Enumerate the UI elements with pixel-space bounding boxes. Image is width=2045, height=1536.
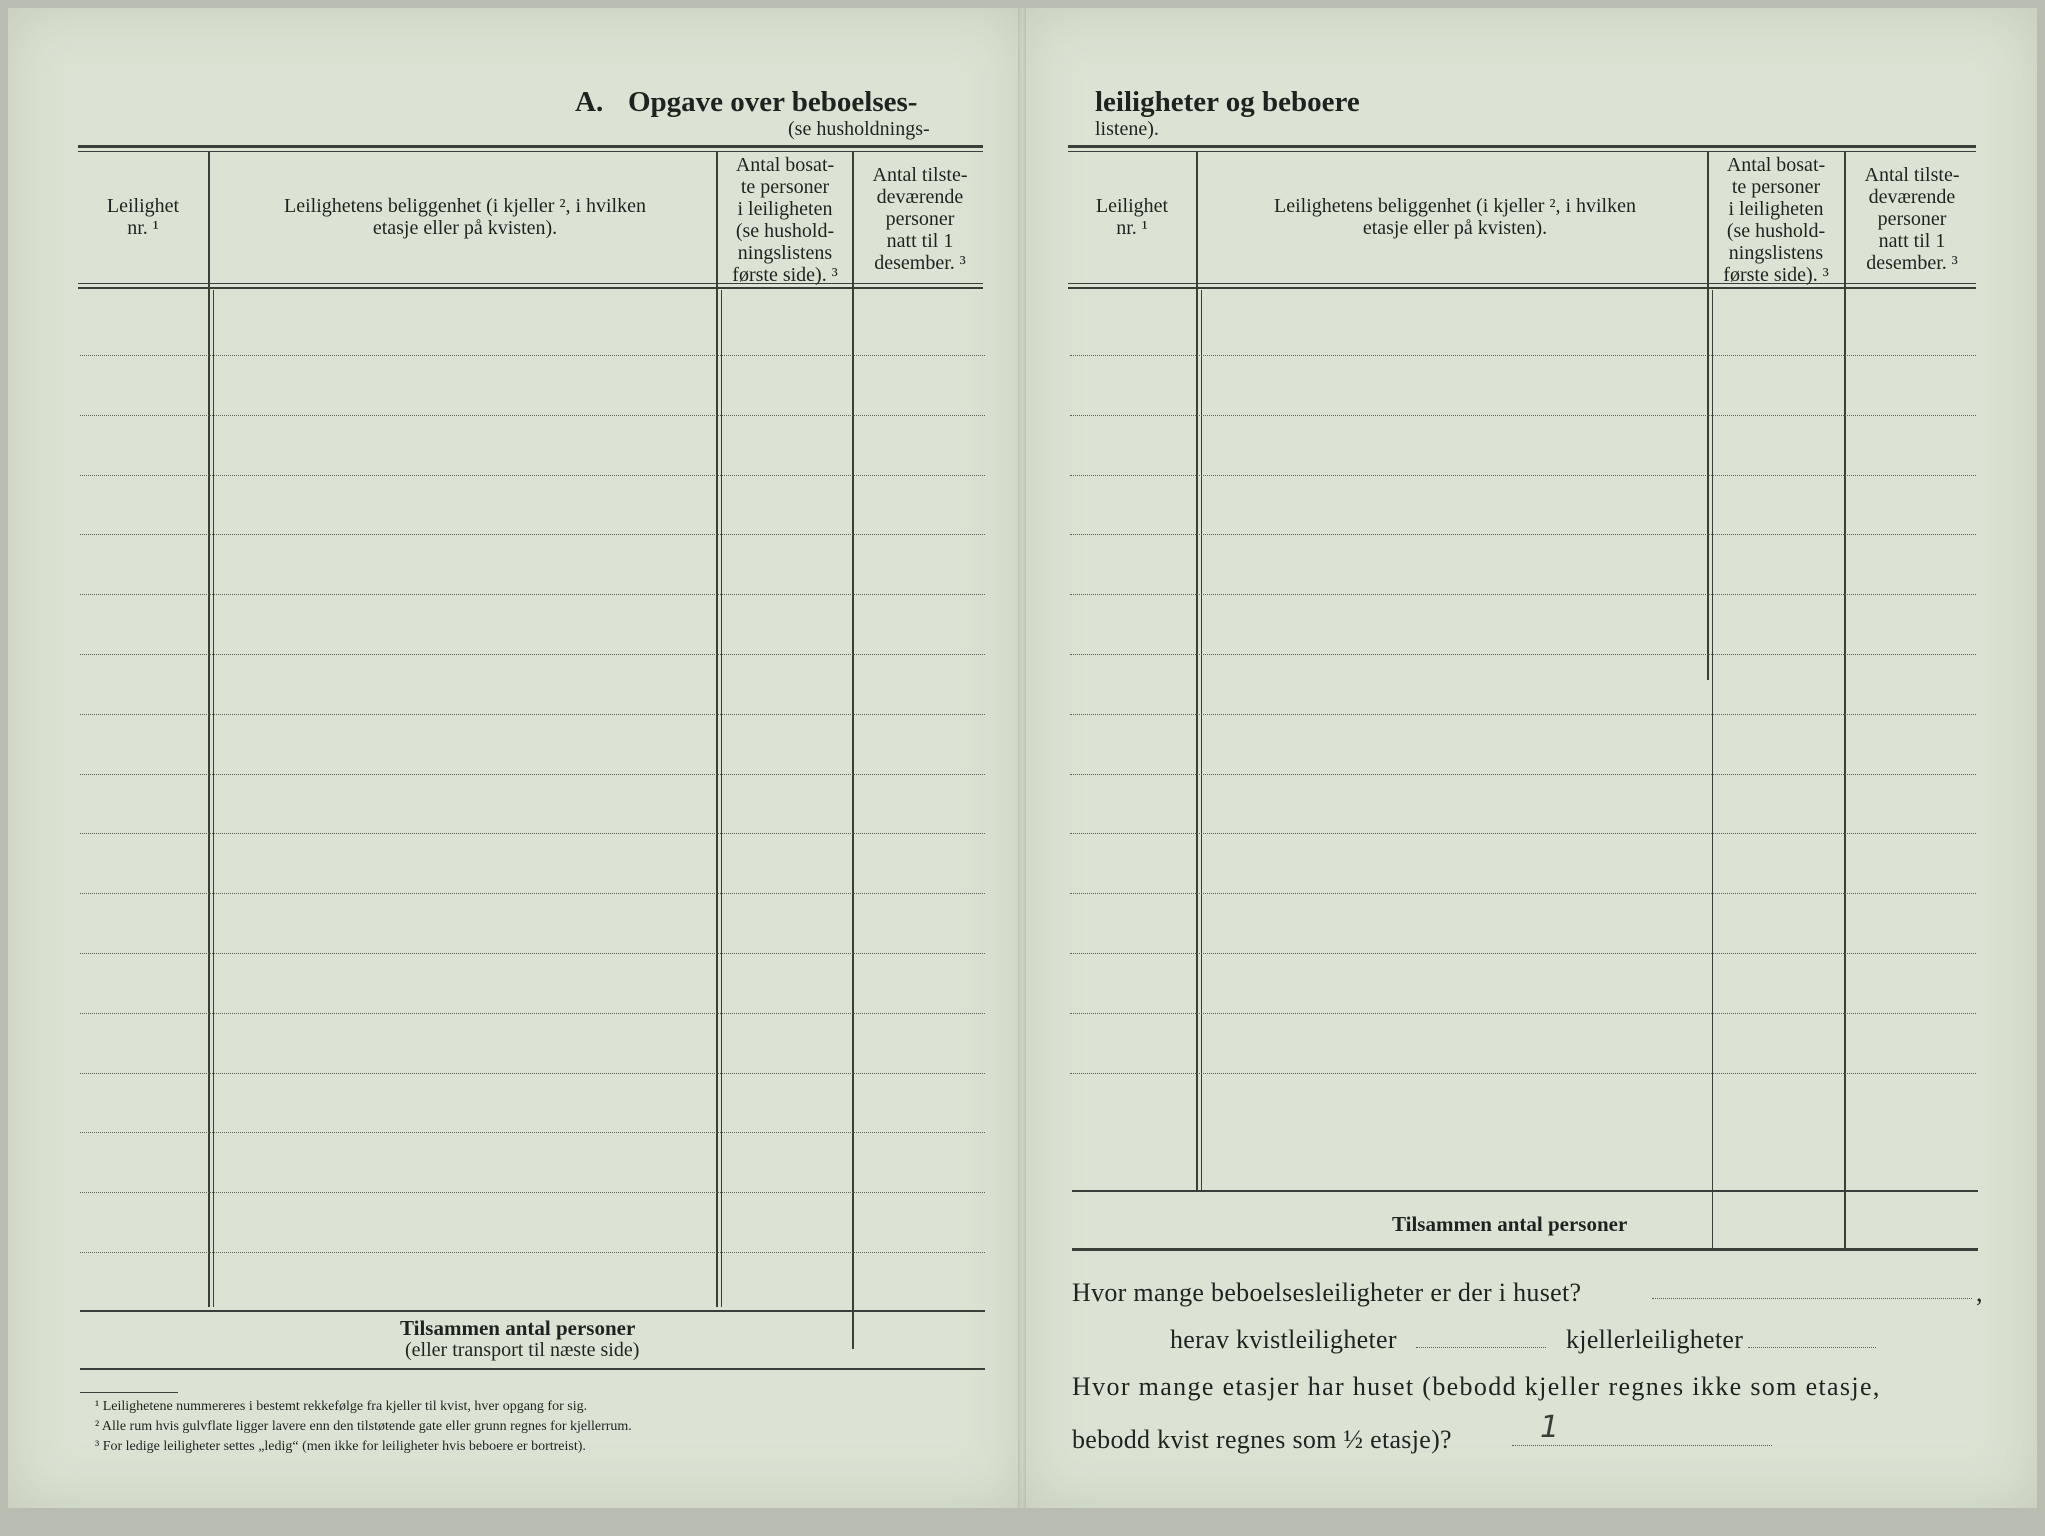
entry-row-line[interactable] bbox=[80, 1013, 985, 1014]
left-subtitle: (se husholdnings- bbox=[788, 118, 930, 140]
entry-row-line[interactable] bbox=[80, 654, 985, 655]
entry-row-line[interactable] bbox=[1070, 415, 1976, 416]
entry-row-line[interactable] bbox=[80, 594, 985, 595]
question-attic-dwellings: herav kvistleiligheter bbox=[1170, 1325, 1397, 1354]
footnote-1: ¹ Leilighetene nummereres i bestemt rekkefølge fra kjeller til kvist, hver opgang for sig. bbox=[95, 1399, 588, 1414]
entry-row-line[interactable] bbox=[1070, 594, 1976, 595]
entry-row-line[interactable] bbox=[80, 475, 985, 476]
answer-line-floors[interactable] bbox=[1512, 1445, 1772, 1446]
left-title-letter: A. bbox=[575, 86, 604, 118]
left-col-divider-2 bbox=[716, 152, 718, 1307]
entry-row-line[interactable] bbox=[80, 415, 985, 416]
right-header-col2: Leilighetens beliggenhet (i kjeller ², i hvilken etasje eller på kvisten). bbox=[1273, 195, 1636, 239]
entry-row-line[interactable] bbox=[80, 1132, 985, 1133]
footnote-3: ³ For ledige leiligheter settes „ledig“ (men ikke for leiligheter hvis beboere er bortreist). bbox=[95, 1439, 586, 1454]
right-header-col4: Antal tilste- deværende personer natt til 1 desember. ³ bbox=[1864, 164, 1960, 274]
entry-row-line[interactable] bbox=[80, 953, 985, 954]
right-header-col3: Antal bosat- te personer i leiligheten (se hushold- ningslistens første side). ³ bbox=[1723, 154, 1829, 286]
left-header-rule-bottom2 bbox=[78, 287, 983, 289]
right-subtitle: listene). bbox=[1095, 118, 1159, 140]
left-col-divider-1b bbox=[213, 290, 214, 1307]
entry-row-line[interactable] bbox=[1070, 833, 1976, 834]
entry-row-line[interactable] bbox=[80, 1192, 985, 1193]
entry-row-line[interactable] bbox=[1070, 534, 1976, 535]
question-floors-line2: bebodd kvist regnes som ½ etasje)? bbox=[1072, 1425, 1452, 1454]
left-col-divider-1 bbox=[208, 152, 210, 1307]
entry-row-line[interactable] bbox=[1070, 654, 1976, 655]
entry-row-line[interactable] bbox=[1070, 893, 1976, 894]
left-total-rule-top bbox=[80, 1310, 985, 1312]
entry-row-line[interactable] bbox=[1070, 774, 1976, 775]
left-total-sublabel: (eller transport til næste side) bbox=[405, 1339, 640, 1361]
question-dwellings-end: , bbox=[1976, 1278, 1983, 1307]
entry-row-line[interactable] bbox=[1070, 1013, 1976, 1014]
left-header-rule-top bbox=[78, 145, 983, 148]
entry-row-line[interactable] bbox=[80, 355, 985, 356]
answer-line-basement[interactable] bbox=[1748, 1347, 1876, 1348]
right-header-rule-bottom2 bbox=[1068, 287, 1976, 289]
right-col-divider-1b bbox=[1201, 290, 1202, 1190]
left-header-rule-top2 bbox=[78, 151, 983, 152]
question-floors-line1: Hvor mange etasjer har huset (bebodd kjeller regnes ikke som etasje, bbox=[1072, 1372, 1881, 1401]
entry-row-line[interactable] bbox=[80, 534, 985, 535]
page-fold bbox=[1018, 8, 1026, 1508]
right-col-divider-3 bbox=[1844, 152, 1846, 1248]
footnote-rule bbox=[80, 1392, 178, 1393]
entry-row-line[interactable] bbox=[80, 1073, 985, 1074]
left-col-divider-3 bbox=[852, 152, 854, 1349]
answer-line-attic[interactable] bbox=[1416, 1347, 1546, 1348]
entry-row-line[interactable] bbox=[80, 893, 985, 894]
left-header-col2: Leilighetens beliggenhet (i kjeller ², i hvilken etasje eller på kvisten). bbox=[283, 195, 646, 239]
right-total-label: Tilsammen antal personer bbox=[1392, 1212, 1628, 1236]
left-total-rule-bottom bbox=[80, 1368, 985, 1370]
right-total-rule-top bbox=[1072, 1190, 1978, 1192]
right-col-divider-2 bbox=[1707, 152, 1709, 680]
entry-row-line[interactable] bbox=[80, 714, 985, 715]
left-header-col3: Antal bosat- te personer i leiligheten (se hushold- ningslistens første side). ³ bbox=[732, 154, 838, 286]
entry-row-line[interactable] bbox=[1070, 953, 1976, 954]
question-basement-dwellings: kjellerleiligheter bbox=[1566, 1325, 1744, 1354]
left-total-label: Tilsammen antal personer bbox=[400, 1316, 636, 1340]
left-title: Opgave over beboelses- bbox=[628, 86, 918, 118]
right-header-rule-top bbox=[1068, 145, 1976, 148]
right-header-col1: Leilighet nr. ¹ bbox=[1095, 195, 1169, 239]
entry-row-line[interactable] bbox=[1070, 355, 1976, 356]
handwritten-answer-floors: 1 bbox=[1540, 1410, 1560, 1445]
right-col-divider-2b bbox=[1712, 290, 1713, 1248]
footnote-2: ² Alle rum hvis gulvflate ligger lavere enn den tilstøtende gate eller grunn regnes for kjellerrum. bbox=[95, 1419, 632, 1434]
entry-row-line[interactable] bbox=[80, 774, 985, 775]
left-header-col1: Leilighet nr. ¹ bbox=[106, 195, 180, 239]
left-header-col4: Antal tilste- deværende personer natt til 1 desember. ³ bbox=[872, 164, 968, 274]
entry-row-line[interactable] bbox=[1070, 714, 1976, 715]
right-total-rule-bottom bbox=[1072, 1248, 1978, 1251]
left-col-divider-2b bbox=[721, 290, 722, 1307]
right-header-rule-top2 bbox=[1068, 151, 1976, 152]
entry-row-line[interactable] bbox=[80, 833, 985, 834]
right-title: leiligheter og beboere bbox=[1095, 86, 1360, 118]
answer-line-dwellings[interactable] bbox=[1652, 1298, 1972, 1299]
right-col-divider-1 bbox=[1196, 152, 1198, 1190]
question-dwellings: Hvor mange beboelsesleiligheter er der i huset? bbox=[1072, 1278, 1582, 1307]
entry-row-line[interactable] bbox=[80, 1252, 985, 1253]
entry-row-line[interactable] bbox=[1070, 475, 1976, 476]
entry-row-line[interactable] bbox=[1070, 1073, 1976, 1074]
